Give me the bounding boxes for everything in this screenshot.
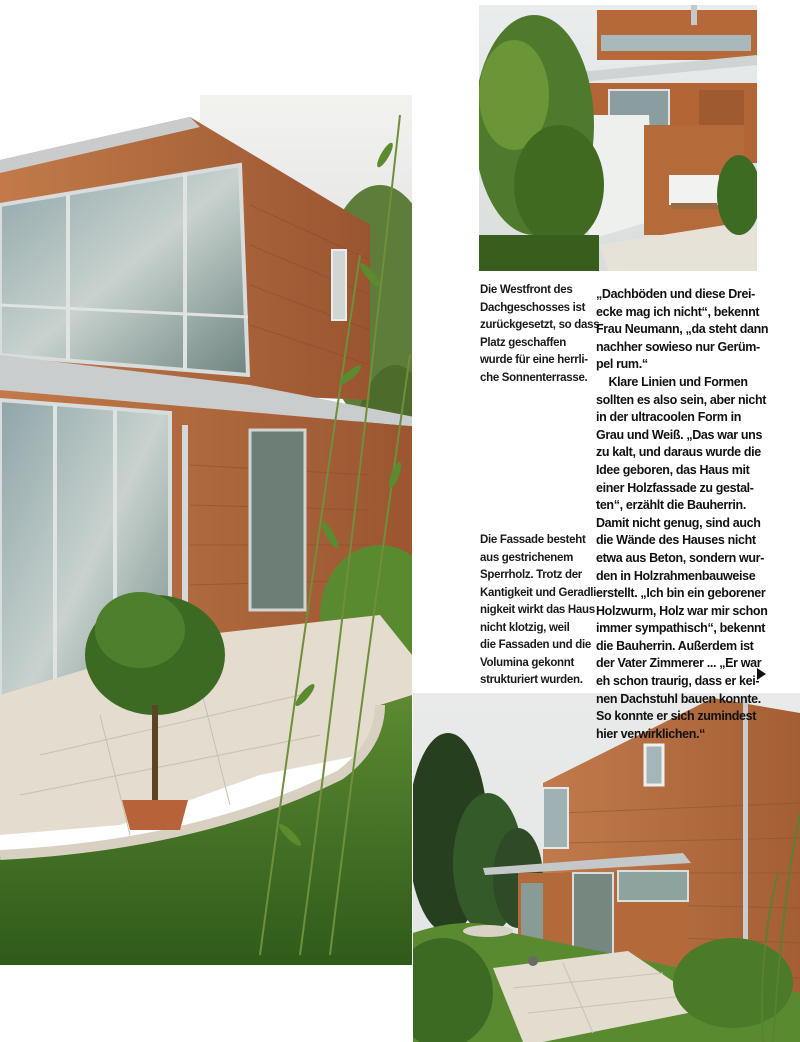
body-line: die Bauherrin. Außerdem ist <box>596 638 754 653</box>
body-line: So konnte er sich zumindest <box>596 709 757 724</box>
body-line: immer sympathisch“, bekennt <box>596 621 766 636</box>
body-line: Idee geboren, das Haus mit <box>596 462 750 477</box>
body-line: einer Holzfassade zu gestal- <box>596 480 754 495</box>
body-line: zu kalt, und daraus wurde die <box>596 445 761 460</box>
body-line: Frau Neumann, „da steht dann <box>596 322 769 337</box>
caption-line: zurückgesetzt, so dass <box>480 319 600 331</box>
house-photo-exterior <box>413 693 800 1042</box>
photo-caption-fassade <box>480 532 600 690</box>
caption-line: Die Westfront des <box>480 284 573 296</box>
body-line: hier verwirklichen.“ <box>596 726 706 741</box>
caption-line: che Sonnenterrasse. <box>480 371 588 384</box>
article-body-text <box>596 286 796 743</box>
body-line: „Dachböden und diese Drei- <box>596 287 755 301</box>
caption-line: Kantigkeit und Geradli- <box>480 586 600 599</box>
body-line: die Wände des Hauses nicht <box>596 533 756 548</box>
caption-line: strukturiert wurden. <box>480 674 583 686</box>
body-line: in der ultracoolen Form in <box>596 410 742 425</box>
caption-line: nigkeit wirkt das Haus <box>480 604 595 616</box>
body-line: erstellt. „Ich bin ein geborener <box>596 586 766 601</box>
caption-line: Volumina gekonnt <box>480 656 575 669</box>
body-line: Holzwurm, Holz war mir schon <box>596 603 768 618</box>
caption-line: nicht klotzig, weil <box>480 621 570 634</box>
caption-line: die Fassaden und die <box>480 639 591 651</box>
body-line: ecke mag ich nicht“, bekennt <box>596 304 760 319</box>
body-line: Damit nicht genug, sind auch <box>596 515 761 530</box>
body-line: nen Dachstuhl bauen konnte. <box>596 691 761 706</box>
house-photo-main <box>0 55 412 965</box>
body-line: Grau und Weiß. „Das war uns <box>596 427 763 442</box>
body-line: etwa aus Beton, sondern wur- <box>596 550 765 565</box>
caption-line: Die Fassade besteht <box>480 534 586 546</box>
body-line: den in Holzrahmenbauweise <box>596 568 756 583</box>
body-line: eh schon traurig, dass er kei- <box>596 674 760 689</box>
body-line: pel rum.“ <box>596 357 648 372</box>
house-photo-terrace <box>479 5 757 271</box>
photo-caption-westfront <box>480 282 600 387</box>
caption-line: Dachgeschosses ist <box>480 301 586 314</box>
caption-line: Sperrholz. Trotz der <box>480 569 582 581</box>
caption-line: aus gestrichenem <box>480 551 573 564</box>
body-line: der Vater Zimmerer ... „Er war <box>596 656 762 671</box>
body-line: sollten es also sein, aber nicht <box>596 392 767 407</box>
caption-line: Platz geschaffen <box>480 336 566 349</box>
body-line: Klare Linien und Formen <box>596 374 748 389</box>
continue-arrow-icon <box>757 668 766 680</box>
body-line: ten“, erzählt die Bauherrin. <box>596 498 746 513</box>
body-line: nachher sowieso nur Gerüm- <box>596 339 760 354</box>
caption-line: wurde für eine herrli- <box>480 354 588 366</box>
